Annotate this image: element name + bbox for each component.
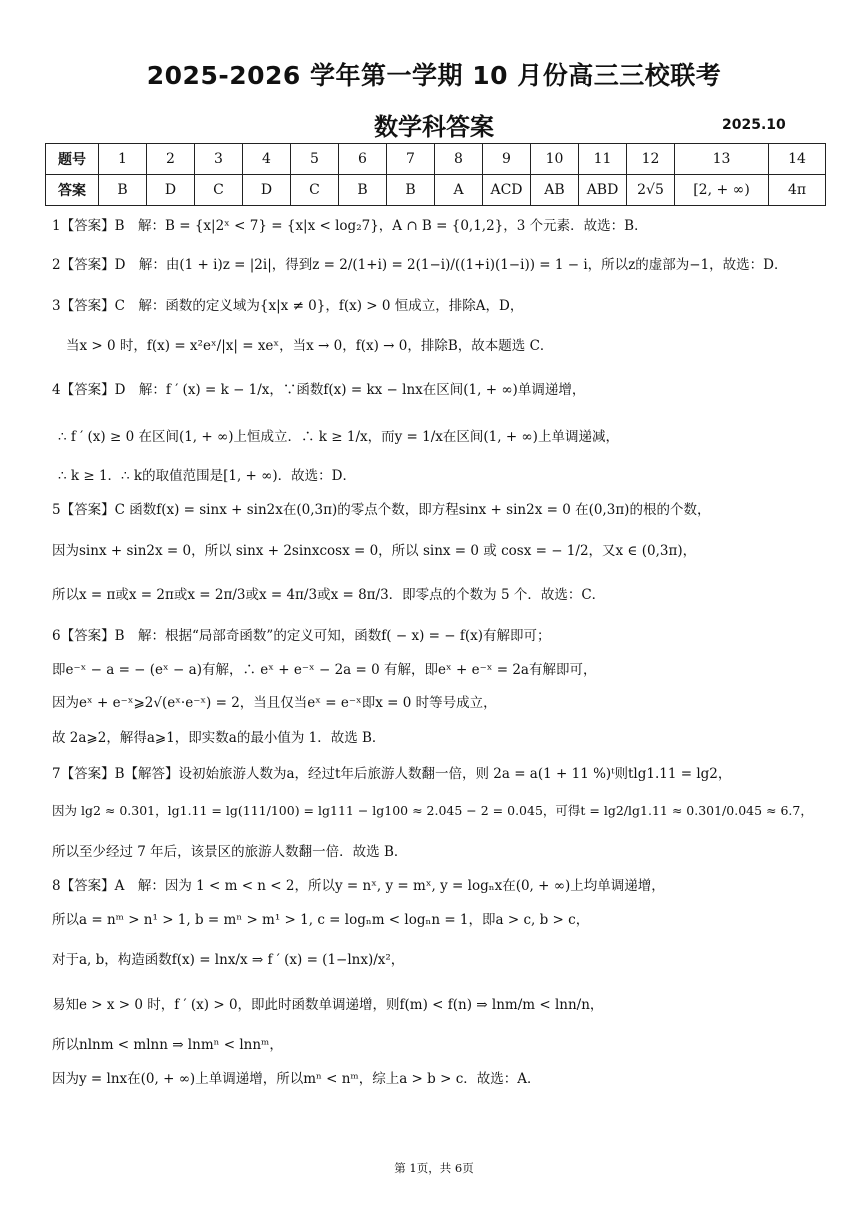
page-footer: 第 1页，共 6页 [394,1161,474,1175]
solution-line: 对于a, b，构造函数f(x) = lnx/x ⇒ f ′ (x) = (1−lnx)/x²， [52,952,405,968]
solution-line: 所以至少经过 7 年后，该景区的旅游人数翻一倍．故选 B． [52,844,408,860]
solution-line: 因为sinx + sin2x = 0，所以 sinx + 2sinxcosx = 0，所以 sinx = 0 或 cosx = − 1/2，又x ∈ (0,3π)， [52,543,697,559]
solution-line: 当x > 0 时，f(x) = x²eˣ/|x| = xeˣ，当x → 0，f(x) → 0，排除B，故本题选 C． [66,338,554,354]
solution-line: 所以a = nᵐ > n¹ > 1, b = mⁿ > m¹ > 1, c = logₙm < logₙn = 1，即a > c, b > c， [52,912,590,928]
solution-line: 因为 lg2 ≈ 0.301，lg1.11 = lg(111/100) = lg111 − lg100 ≈ 2.045 − 2 = 0.045，可得t = lg2/lg1.11 ≈ 0.301/0.045 ≈ 6.7， [52,803,813,818]
solution-line: 所以x = π或x = 2π或x = 2π/3或x = 4π/3或x = 8π/3．即零点的个数为 5 个．故选：C． [52,587,606,603]
question-number-cell: 3 [195,144,243,175]
question-number-cell: 14 [769,144,826,175]
solution-line: 3【答案】C 解：函数的定义域为{x|x ≠ 0}，f(x) > 0 恒成立，排除A，D， [52,298,524,314]
question-number-cell: 10 [531,144,579,175]
question-number-row [46,144,826,175]
solution-line: 8【答案】A 解：因为 1 < m < n < 2，所以y = nˣ, y = mˣ, y = logₙx在(0, + ∞)上均单调递增， [52,878,665,894]
solution-line: 即e⁻ˣ − a = − (eˣ − a)有解，∴ eˣ + e⁻ˣ − 2a = 0 有解，即eˣ + e⁻ˣ = 2a有解即可， [52,662,597,678]
solution-line: 4【答案】D 解：f ′ (x) = k − 1/x，∵函数f(x) = kx − lnx在区间(1, + ∞)单调递增， [52,382,586,398]
solution-line: 易知e > x > 0 时，f ′ (x) > 0，即此时函数单调递增，则f(m) < f(n) ⇒ lnm/m < lnn/n， [52,997,604,1013]
answer-row [46,175,826,206]
question-number-cell: 5 [291,144,339,175]
question-number-cell: 9 [483,144,531,175]
answer-cell: 2√5 [627,175,675,206]
answer-cell: D [147,175,195,206]
question-number-cell: 13 [675,144,769,175]
solution-line: 因为y = lnx在(0, + ∞)上单调递增，所以mⁿ < nᵐ，综上a > b > c．故选：A． [52,1071,541,1087]
question-number-cell: 1 [99,144,147,175]
answer-cell: A [435,175,483,206]
question-number-cell: 7 [387,144,435,175]
question-number-cell: 8 [435,144,483,175]
answer-cell: 4π [769,175,826,206]
answer-cell: B [99,175,147,206]
question-number-cell: 11 [579,144,627,175]
answer-cell: B [339,175,387,206]
question-number-cell: 6 [339,144,387,175]
question-number-cell: 2 [147,144,195,175]
answer-cell: C [291,175,339,206]
solution-line: 6【答案】B 解：根据“局部奇函数”的定义可知，函数f( − x) = − f(x)有解即可； [52,628,551,644]
solution-line: 因为eˣ + e⁻ˣ⩾2√(eˣ·e⁻ˣ) = 2，当且仅当eˣ = e⁻ˣ即x = 0 时等号成立， [52,695,497,711]
solution-line: ∴ f ′ (x) ≥ 0 在区间(1, + ∞)上恒成立．∴ k ≥ 1/x，而y = 1/x在区间(1, + ∞)上单调递减， [58,429,619,445]
question-number-cell: 12 [627,144,675,175]
page-subtitle: 数学科答案 [374,113,494,141]
exam-date: 2025.10 [722,117,786,133]
solution-line: ∴ k ≥ 1．∴ k的取值范围是[1, + ∞)．故选：D． [58,468,356,484]
row-label-answer: 答案 [46,175,99,206]
solution-line: 5【答案】C 函数f(x) = sinx + sin2x在(0,3π)的零点个数，即方程sinx + sin2x = 0 在(0,3π)的根的个数， [52,502,711,518]
solution-line: 故 2a⩾2，解得a⩾1，即实数a的最小值为 1．故选 B． [52,730,386,746]
answer-cell: [2, + ∞) [675,175,769,206]
answer-cell: AB [531,175,579,206]
answer-cell: ACD [483,175,531,206]
answer-table [45,143,826,206]
page-title: 2025-2026 学年第一学期 10 月份高三三校联考 [146,61,722,90]
solution-line: 1【答案】B 解：B = {x|2ˣ < 7} = {x|x < log₂7}，A ∩ B = {0,1,2}，3 个元素．故选：B． [52,218,648,234]
answer-cell: ABD [579,175,627,206]
answer-cell: C [195,175,243,206]
solution-line: 所以nlnm < mlnn ⇒ lnmⁿ < lnnᵐ， [52,1037,283,1053]
solution-line: 7【答案】B【解答】设初始旅游人数为a，经过t年后旅游人数翻一倍，则 2a = a(1 + 11 %)ᵗ则tlg1.11 = lg2， [52,766,732,782]
answer-cell: D [243,175,291,206]
row-label-number: 题号 [46,144,99,175]
question-number-cell: 4 [243,144,291,175]
solution-line: 2【答案】D 解：由(1 + i)z = |2i|，得到z = 2/(1+i) = 2(1−i)/((1+i)(1−i)) = 1 − i，所以z的虚部为−1，故选：D． [52,257,788,273]
answer-cell: B [387,175,435,206]
